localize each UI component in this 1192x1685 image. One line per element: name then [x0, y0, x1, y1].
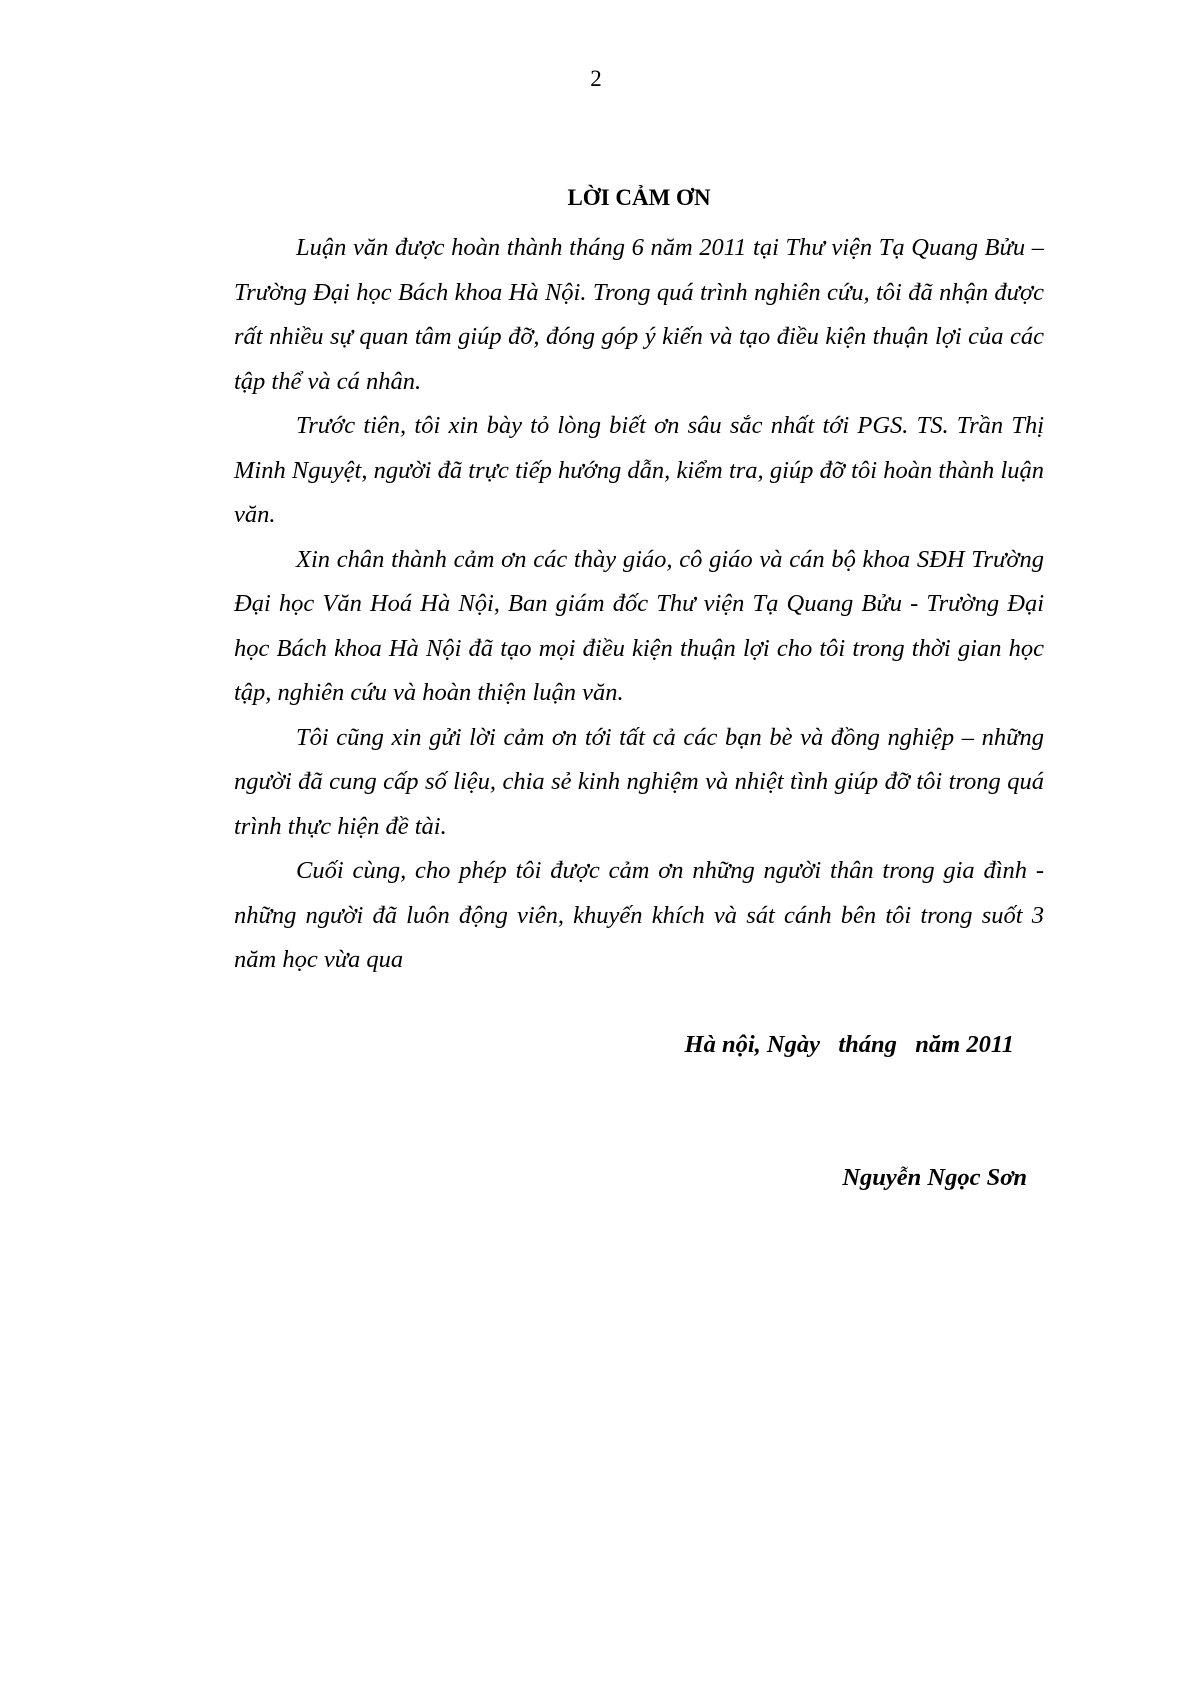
signature-name: Nguyễn Ngọc Sơn: [842, 1164, 1027, 1191]
paragraph-faculty-thanks: Xin chân thành cảm ơn các thày giáo, cô giáo và cán bộ khoa SĐH Trường Đại học Văn Hoá Hà Nội, Ban giám đốc Thư viện Tạ Quang Bửu - Trường Đại học Bách khoa Hà Nội đã tạo mọi điều kiện thuận lợi cho tôi trong thời gian học tập, nghiên cứu và hoàn thiện luận văn.: [234, 545, 1044, 706]
paragraph-intro: Luận văn được hoàn thành tháng 6 năm 2011 tại Thư viện Tạ Quang Bửu – Trường Đại học Bách khoa Hà Nội. Trong quá trình nghiên cứu, tôi đã nhận được rất nhiều sự quan tâm giúp đỡ, đóng góp ý kiến và tạo điều kiện thuận lợi của các tập thể và cá nhân.: [234, 234, 1044, 395]
paragraph-family-thanks: Cuối cùng, cho phép tôi được cảm ơn những người thân trong gia đình - những người đã luôn động viên, khuyến khích và sát cánh bên tôi trong suốt 3 năm học vừa qua: [234, 857, 1044, 973]
paragraph-colleagues-thanks: Tôi cũng xin gửi lời cảm ơn tới tất cả các bạn bè và đồng nghiệp – những người đã cung cấp số liệu, chia sẻ kinh nghiệm và nhiệt tình giúp đỡ tôi trong quá trình thực hiện đề tài.: [234, 723, 1044, 840]
page-number: 2: [590, 66, 602, 91]
paragraph-supervisor-thanks: Trước tiên, tôi xin bày tỏ lòng biết ơn sâu sắc nhất tới PGS. TS. Trần Thị Minh Nguyệt, người đã trực tiếp hướng dẫn, kiểm tra, giúp đỡ tôi hoàn thành luận văn.: [234, 412, 1044, 528]
date-line: Hà nội, Ngày tháng năm 2011: [684, 1031, 1014, 1058]
page-title: LỜI CẢM ƠN: [567, 185, 711, 210]
acknowledgement-body: [234, 226, 1044, 983]
